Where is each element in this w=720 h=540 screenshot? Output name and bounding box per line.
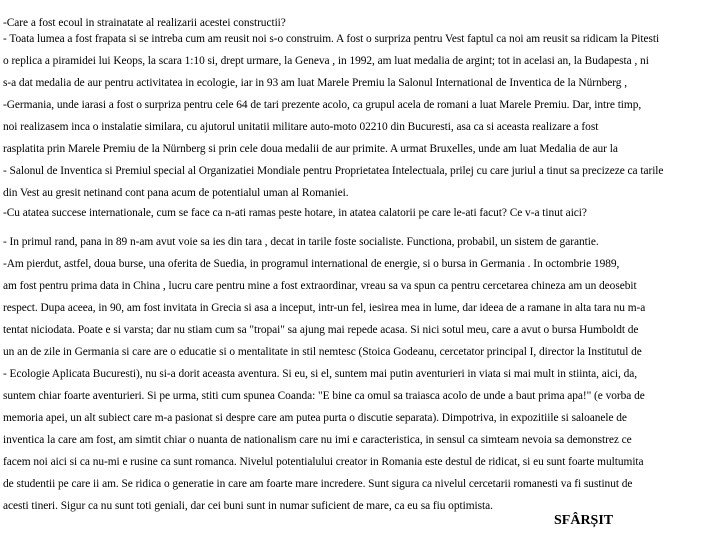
text-line: din Vest au gresit netinand cont pana acum de potentialul uman al Romaniei.	[3, 187, 349, 199]
text-line: inventica la care am fost, am simtit chiar o nuanta de nationalism care nu imi e caracteristica, in sensul ca simteam nevoia sa demonstrez ce	[3, 434, 632, 446]
text-line: -Cu atatea succese internationale, cum se face ca n-ati ramas peste hotare, in atatea calatorii pe care le-ati facut? Ce v-a tinut aici?	[3, 207, 587, 219]
text-line: - Salonul de Inventica si Premiul special al Organizatiei Mondiale pentru Proprietatea Intelectuala, prilej cu care juriul a tinut sa precizeze ca tarile	[3, 165, 664, 177]
text-line: tentat niciodata. Poate e si varsta; dar nu stiam cum sa "tropai" sa ajung mai repede acasa. Si nici sotul meu, care a avut o bursa Humboldt de	[3, 324, 639, 336]
end-mark: SFÂRȘIT	[554, 513, 614, 528]
text-line: suntem chiar foarte aventurieri. Si pe urma, stiti cum spunea Coanda: "E bine ca omul sa traiasca acolo de unde a baut prima apa!" (e vorba de	[3, 390, 645, 402]
text-line: respect. Dupa aceea, in 90, am fost invitata in Grecia si asa a inceput, intr-un fel, iesirea mea in lume, dar ideea de a ramane in alta tara nu m-a	[3, 302, 646, 314]
text-line: -Germania, unde iarasi a fost o surpriza pentru cele 64 de tari prezente acolo, ca grupul acela de romani a luat Marele Premiu. Dar, intre timp,	[3, 99, 642, 111]
text-line: facem noi aici si ca nu-mi e rusine ca sunt romanca. Nivelul potentialului creator in Romania este destul de ridicat, si eu sunt foarte multumita	[3, 456, 644, 468]
text-line: -Care a fost ecoul in strainatate al realizarii acestei constructii?	[3, 17, 286, 29]
text-line: o replica a piramidei lui Keops, la scara 1:10 si, drept urmare, la Geneva , in 1992, am luat medalia de argint; tot in acelasi an, la Budapesta , ni	[3, 55, 649, 67]
text-line: memoria apei, un alt subiect care m-a pasionat si despre care am putea purta o discutie separata). Dimpotriva, in expozitiile si saloanele de	[3, 412, 627, 424]
text-line: am fost pentru prima data in China , lucru care pentru mine a fost extraordinar, vreau sa va spun ca pentru cercetarea chineza am un deosebit	[3, 280, 637, 292]
text-line: - Ecologie Aplicata Bucuresti), nu si-a dorit aceasta aventura. Si eu, si el, suntem mai putin aventurieri in viata si mai mult in stiinta, aici, da,	[3, 368, 638, 380]
text-line: - In primul rand, pana in 89 n-am avut voie sa ies din tara , decat in tarile foste socialiste. Functiona, probabil, un sistem de garantie.	[3, 236, 599, 248]
text-line: de studentii pe care ii am. Se ridica o generatie in care am foarte mare incredere. Sunt sigura ca nivelul cercetarii romanesti va fi sustinut de	[3, 478, 633, 490]
text-line: s-a dat medalia de aur pentru activitatea in ecologie, iar in 93 am luat Marele Premiu la Salonul International de Inventica de la Nürnberg ,	[3, 77, 628, 89]
text-line: rasplatita prin Marele Premiu de la Nürnberg si prin cele doua medalii de aur primite. A urmat Bruxelles, unde am luat Medalia de aur la	[3, 143, 618, 155]
text-line: un an de zile in Germania si care are o educatie si o mentalitate in stil nemtesc (Stoica Godeanu, cercetator principal I, director la Institutul de	[3, 346, 642, 358]
text-line: -Am pierdut, astfel, doua burse, una oferita de Suedia, in programul international de energie, si o bursa in Germania . In octombrie 1989,	[3, 258, 620, 270]
text-line: noi realizasem inca o instalatie similara, cu ajutorul unitatii militare auto-moto 02210 din Bucuresti, asa ca si aceasta realizare a fost	[3, 121, 599, 133]
text-line: acesti tineri. Sigur ca nu sunt toti geniali, dar cei buni sunt in numar suficient de mare, ca eu sa fiu optimista.	[3, 500, 493, 512]
text-line: - Toata lumea a fost frapata si se intreba cum am reusit noi s-o construim. A fost o surpriza pentru Vest faptul ca noi am reusit sa ridicam la Pitesti	[3, 33, 660, 45]
